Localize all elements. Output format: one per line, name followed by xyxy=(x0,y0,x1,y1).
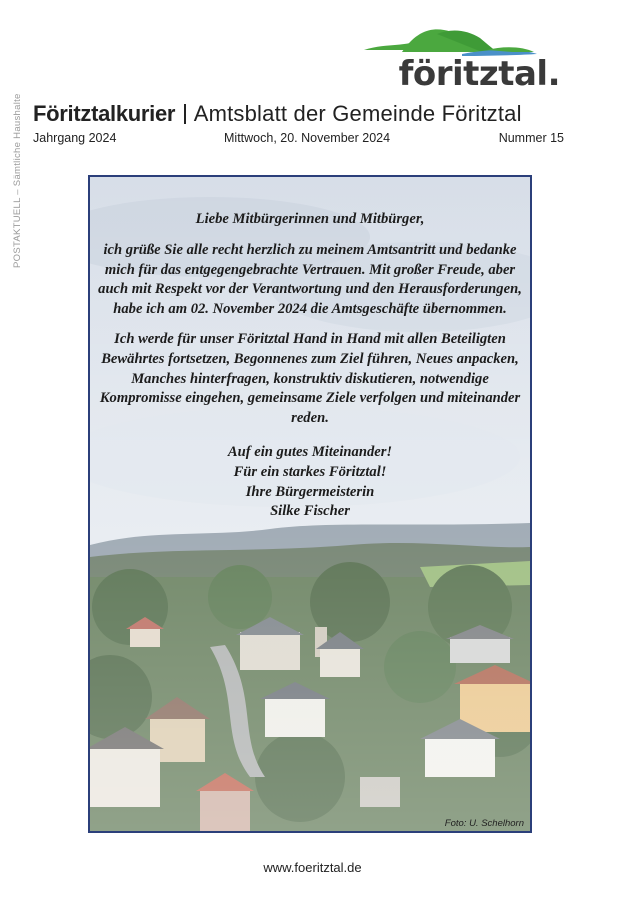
photo-credit: Foto: U. Schelhorn xyxy=(444,818,524,829)
foeritztal-logo[interactable] xyxy=(362,24,562,96)
masthead xyxy=(33,101,573,127)
cover-photo xyxy=(88,175,532,833)
letter-paragraph-1: ich grüße Sie alle recht herzlich zu meinem Amtsantritt und bedanke mich für das entgegengebrachte Vertrauen. Mit großer Freude, aber auch mit Respekt vor der Verantwortung und den Herausforderungen, habe ich am 02. November 2024 die Amtsgeschäfte übernommen. xyxy=(98,241,522,318)
letter-paragraph-2: Ich werde für unser Föritztal Hand in Hand mit allen Beteiligten Bewährtes fortsetzen, Begonnenes zum Ziel führen, Neues anpacken, Manches hinterfragen, konstruktiv diskutieren, notwendige Kompromisse eingehen, gemeinsame Ziele verfolgen und miteinander reden. xyxy=(99,330,521,427)
distribution-note: POSTAKTUELL – Sämtliche Haushalte xyxy=(12,93,23,268)
letter-closing-2: Für ein starkes Föritztal! xyxy=(233,463,387,480)
issue-info-row xyxy=(33,131,564,147)
letter-salutation: Liebe Mitbürgerinnen und Mitbürger, xyxy=(195,211,425,227)
volume-year: Jahrgang 2024 xyxy=(33,131,117,145)
title-divider xyxy=(184,104,186,124)
issue-date: Mittwoch, 20. November 2024 xyxy=(224,131,391,145)
publication-subtitle: Amtsblatt der Gemeinde Föritztal xyxy=(193,101,522,126)
mayor-letter xyxy=(90,210,530,522)
letter-signature-role: Ihre Bürgermeisterin xyxy=(245,483,375,500)
publication-title: Föritztalkurier xyxy=(33,101,176,126)
issue-number: Nummer 15 xyxy=(498,131,564,145)
letter-closing-1: Auf ein gutes Miteinander! xyxy=(227,443,393,460)
website-link[interactable]: www.foeritztal.de xyxy=(263,860,362,875)
logo-wordmark: föritztal. xyxy=(398,54,560,94)
letter-signature-name: Silke Fischer xyxy=(270,503,350,520)
